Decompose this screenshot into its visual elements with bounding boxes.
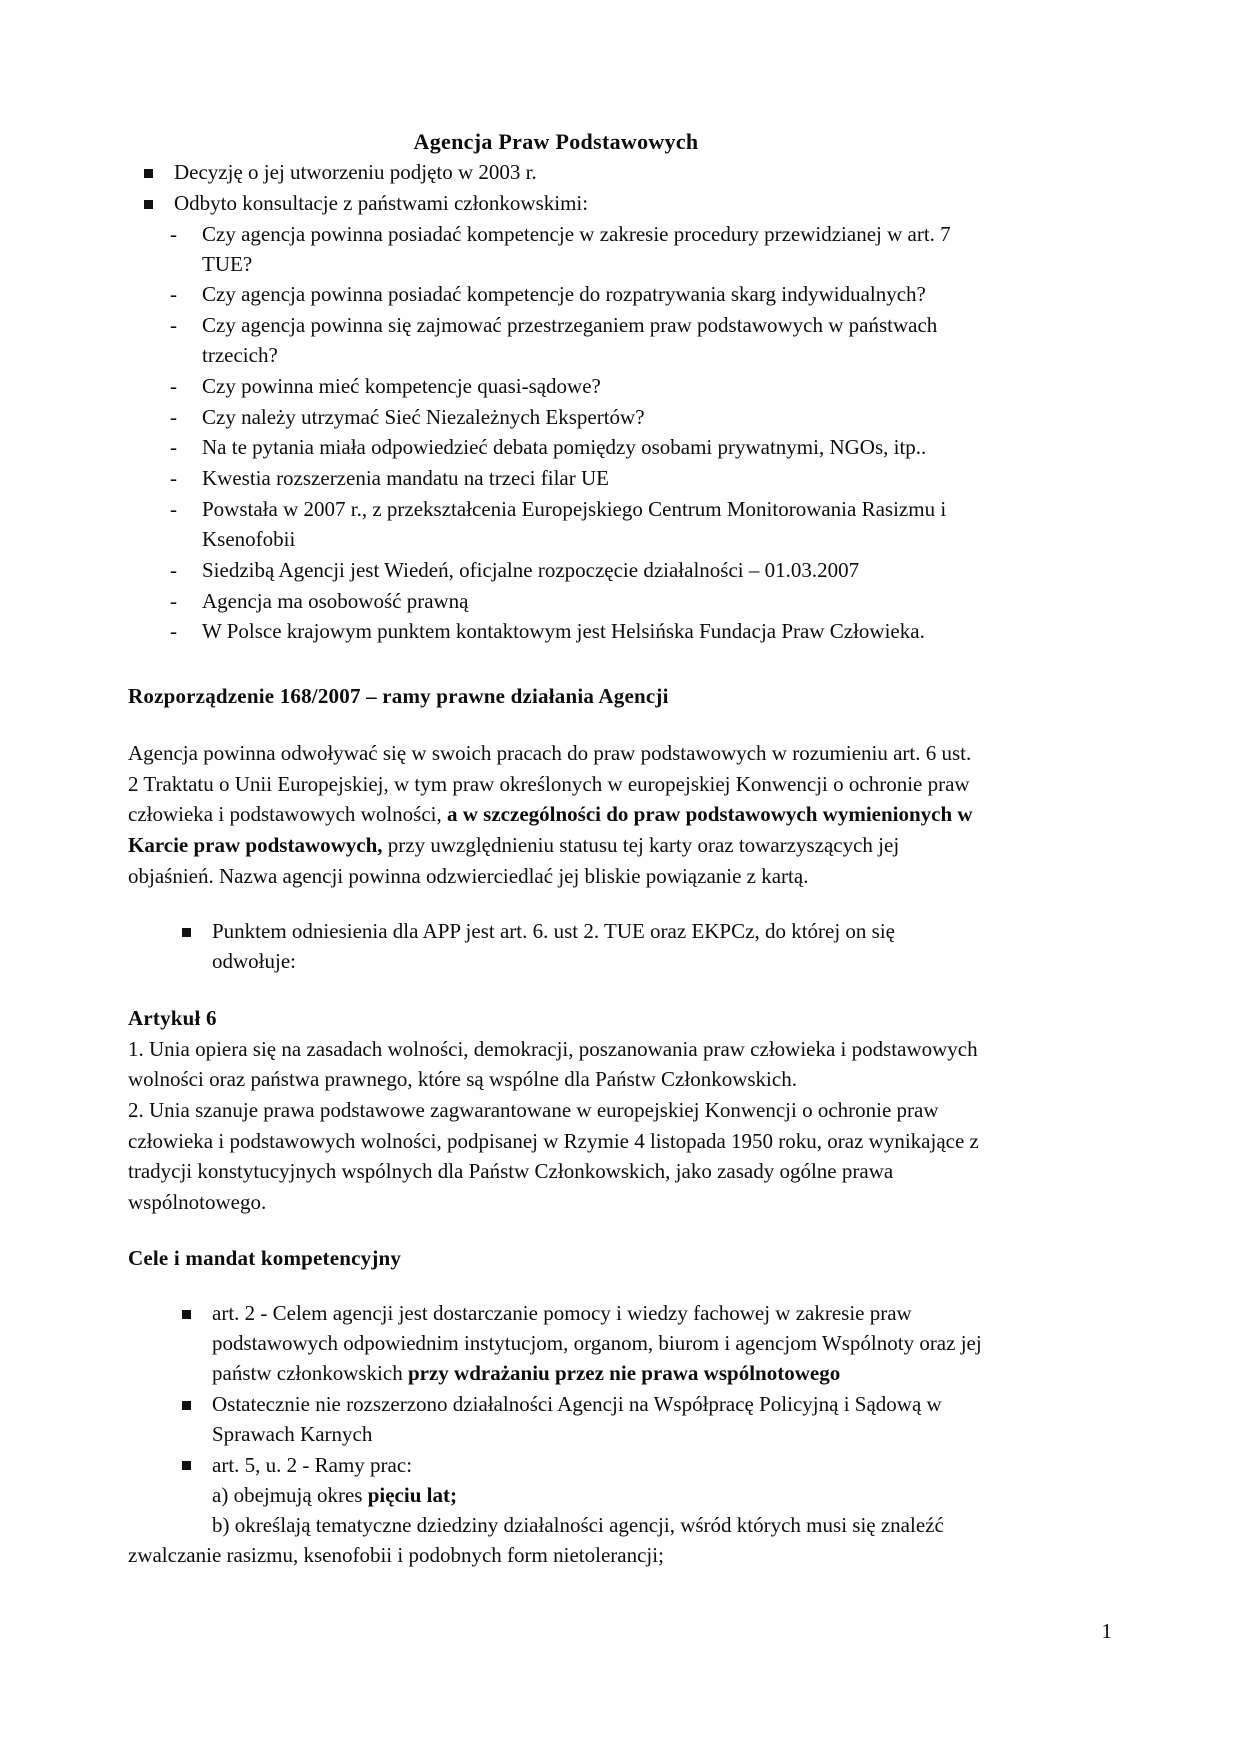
list-item bbox=[128, 220, 984, 280]
list-item bbox=[128, 917, 984, 977]
list-item bbox=[128, 1299, 984, 1388]
mandate-bullet-list bbox=[128, 1299, 984, 1480]
list-item bbox=[128, 189, 984, 219]
dash-bullet-icon: - bbox=[170, 466, 177, 491]
list-item-text: Ostatecznie nie rozszerzono działalności Agencji na Współpracę Policyjną i Sądową w Sprawach Karnych bbox=[212, 1391, 942, 1446]
dash-bullet-icon: - bbox=[170, 373, 177, 398]
list-item bbox=[128, 311, 984, 371]
spacer bbox=[128, 1273, 984, 1299]
dash-bullet-icon: - bbox=[170, 497, 177, 522]
list-item-text: Siedzibą Agencji jest Wiedeń, oficjalne rozpoczęcie działalności – 01.03.2007 bbox=[202, 557, 860, 582]
spacer bbox=[128, 712, 984, 738]
list-item-text-part1: art. 2 - Celem agencji jest dostarczanie pomocy i wiedzy fachowej w zakresie praw podstawowych odpowiednim instytucjom, organom, biurom i agencjom Wspólnoty oraz jej państw członkowskich bbox=[212, 1301, 982, 1386]
list-item bbox=[128, 587, 984, 617]
square-bullet-icon bbox=[182, 1461, 191, 1470]
section-heading-mandate: Cele i mandat kompetencyjny bbox=[128, 1245, 402, 1270]
list-item-text: Decyzję o jej utworzeniu podjęto w 2003 r. bbox=[174, 160, 537, 185]
dash-bullet-icon: - bbox=[170, 221, 177, 246]
list-item-text: Agencja ma osobowość prawną bbox=[202, 588, 469, 613]
list-item-text: Kwestia rozszerzenia mandatu na trzeci filar UE bbox=[202, 466, 609, 491]
mandate-sub-item-a bbox=[128, 1481, 984, 1511]
list-item-text: W Polsce krajowym punktem kontaktowym jest Helsińska Fundacja Praw Człowieka. bbox=[202, 619, 925, 644]
list-item bbox=[128, 617, 984, 647]
regulation-paragraph-part1: Agencja powinna odwoływać się w swoich pracach do praw podstawowych w rozumieniu art. 6 ust. 2 Traktatu o Unii Europejskiej, w tym praw określonych w europejskiej Konwencji o ochronie praw człowieka i podstawowych wolności, bbox=[128, 740, 972, 827]
list-item bbox=[128, 158, 984, 188]
square-bullet-icon bbox=[144, 169, 153, 178]
intro-bullet-list bbox=[128, 158, 984, 219]
mandate-sub-item-a-part1: a) obejmują okres bbox=[212, 1483, 368, 1508]
spacer bbox=[128, 891, 984, 917]
dash-bullet-icon: - bbox=[170, 313, 177, 338]
section-heading-regulation: Rozporządzenie 168/2007 – ramy prawne działania Agencji bbox=[128, 684, 669, 709]
article6-point-1: 1. Unia opiera się na zasadach wolności, demokracji, poszanowania praw człowieka i podstawowych wolności oraz państwa prawnego, które są wspólne dla Państw Członkowskich. bbox=[128, 1036, 978, 1092]
spacer bbox=[128, 648, 984, 682]
list-item-text: Czy powinna mieć kompetencje quasi-sądowe? bbox=[202, 373, 601, 398]
list-item-text: art. 5, u. 2 - Ramy prac: bbox=[212, 1452, 413, 1477]
spacer bbox=[128, 1218, 984, 1244]
dash-bullet-icon: - bbox=[170, 282, 177, 307]
mandate-sub-item-b-continuation: zwalczanie rasizmu, ksenofobii i podobnych form nietolerancji; bbox=[128, 1542, 664, 1567]
list-item-text: Punktem odniesienia dla APP jest art. 6. ust 2. TUE oraz EKPCz, do której on się odwołuje: bbox=[212, 919, 896, 974]
list-item-text: Czy należy utrzymać Sieć Niezależnych Ekspertów? bbox=[202, 404, 645, 429]
list-item bbox=[128, 556, 984, 586]
list-item-text-bold: przy wdrażaniu przez nie prawa wspólnotowego bbox=[407, 1361, 841, 1386]
dash-bullet-icon: - bbox=[170, 557, 177, 582]
regulation-paragraph-bold: a w szczególności do praw podstawowych wymienionych w Karcie praw podstawowych, bbox=[128, 802, 973, 857]
list-item-text: Odbyto konsultacje z państwami członkowskimi: bbox=[174, 190, 589, 215]
spacer bbox=[128, 978, 984, 1004]
list-item-text: Powstała w 2007 r., z przekształcenia Europejskiego Centrum Monitorowania Rasizmu i Ksenofobii bbox=[202, 497, 947, 551]
dash-bullet-icon: - bbox=[170, 404, 177, 429]
square-bullet-icon bbox=[182, 1310, 191, 1319]
list-item-text: Czy agencja powinna posiadać kompetencje do rozpatrywania skarg indywidualnych? bbox=[202, 282, 926, 307]
dash-bullet-icon: - bbox=[170, 588, 177, 613]
list-item bbox=[128, 1390, 984, 1450]
list-item bbox=[128, 495, 984, 555]
page-number: 1 bbox=[1101, 1619, 1112, 1643]
list-item-text: Na te pytania miała odpowiedzieć debata pomiędzy osobami prywatnymi, NGOs, itp.. bbox=[202, 435, 927, 460]
dash-bullet-icon: - bbox=[170, 619, 177, 644]
list-item-text: Czy agencja powinna posiadać kompetencje w zakresie procedury przewidzianej w art. 7 TUE? bbox=[202, 221, 951, 276]
list-item bbox=[128, 403, 984, 433]
question-dash-list bbox=[128, 220, 984, 647]
regulation-paragraph-part2: przy uwzględnieniu statusu tej karty oraz towarzyszących jej objaśnień. Nazwa agencji powinna odzwierciedlać jej bliskie powiązanie z kartą. bbox=[128, 832, 900, 888]
list-item-text: Czy agencja powinna się zajmować przestrzeganiem praw podstawowych w państwach trzecich? bbox=[202, 313, 938, 368]
list-item bbox=[128, 1451, 984, 1481]
document-body bbox=[128, 128, 984, 1571]
dash-bullet-icon: - bbox=[170, 435, 177, 460]
mandate-sub-item-b: b) określają tematyczne dziedziny działalności agencji, wśród których musi się znaleźć bbox=[212, 1513, 944, 1538]
list-item bbox=[128, 433, 984, 463]
square-bullet-icon bbox=[144, 200, 153, 209]
page-title: Agencja Praw Podstawowych bbox=[413, 129, 699, 154]
section-heading-article6: Artykuł 6 bbox=[128, 1005, 217, 1030]
list-item bbox=[128, 464, 984, 494]
regulation-paragraph bbox=[128, 738, 984, 891]
list-item bbox=[128, 372, 984, 402]
reference-bullet-list bbox=[128, 917, 984, 977]
article6-point-2: 2. Unia szanuje prawa podstawowe zagwarantowane w europejskiej Konwencji o ochronie praw człowieka i podstawowych wolności, podpisanej w Rzymie 4 listopada 1950 roku, oraz wynikające z tradycji konstytucyjnych wspólnych dla Państw Członkowskich, jako zasady ogólne prawa wspólnotowego. bbox=[128, 1098, 979, 1214]
square-bullet-icon bbox=[182, 928, 191, 937]
mandate-sub-item-a-bold: pięciu lat; bbox=[367, 1483, 457, 1508]
square-bullet-icon bbox=[182, 1401, 191, 1410]
list-item bbox=[128, 280, 984, 310]
